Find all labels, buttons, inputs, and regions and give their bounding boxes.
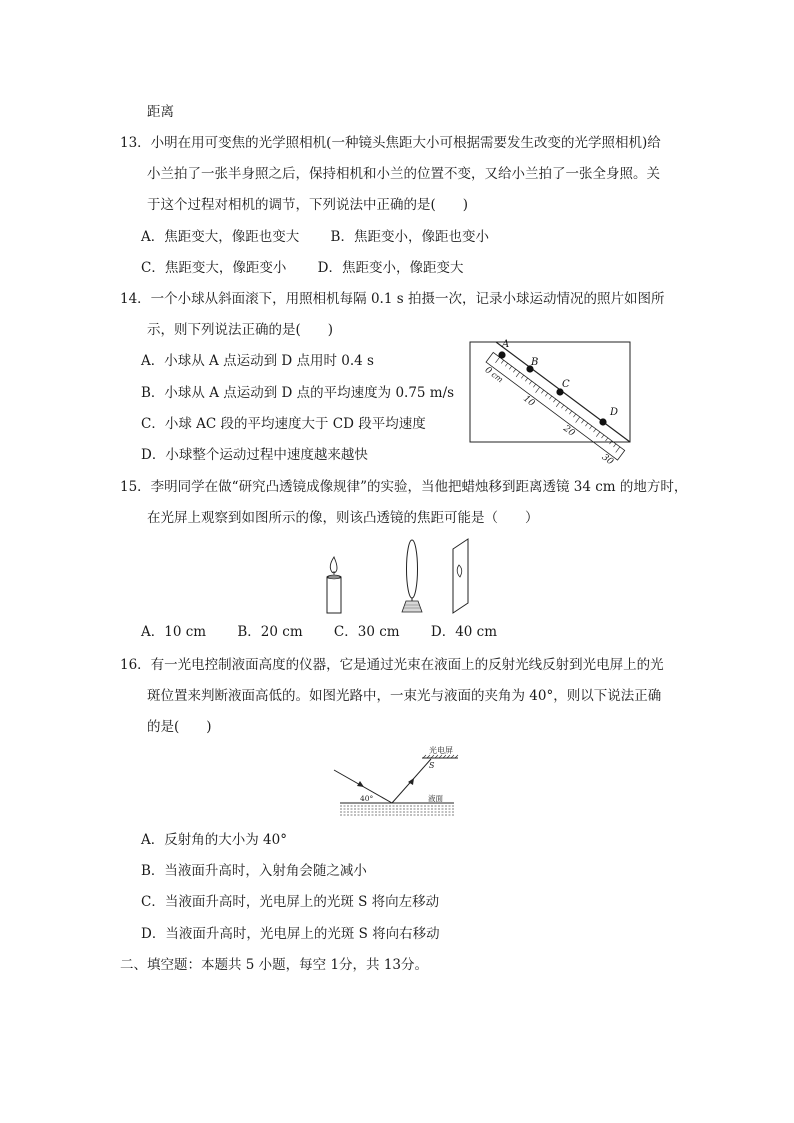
- ball-b-label: B: [531, 357, 539, 368]
- q13-line-2: 小兰拍了一张半身照之后，保持相机和小兰的位置不变，又给小兰拍了一张全身照。关: [147, 166, 660, 182]
- q14-option-c: C．小球 AC 段的平均速度大于 CD 段平均速度: [141, 416, 426, 432]
- screen-label: 光电屏: [429, 746, 453, 755]
- liquid-dashes: [340, 806, 454, 815]
- ruler-label-20: 20: [561, 423, 577, 439]
- q14-line-2: 示，则下列说法正确的是( ): [147, 322, 334, 338]
- reflection-figure: [334, 742, 464, 822]
- liquid-label: 液面: [428, 794, 443, 803]
- lens-figure: [318, 537, 478, 617]
- q13-line-1: 13．小明在用可变焦的光学照相机(一种镜头焦距大小可根据需要发生改变的光学照相机)给: [120, 135, 661, 151]
- ruler-ticks: [495, 357, 619, 452]
- q16-option-a: A．反射角的大小为 40°: [141, 832, 287, 848]
- q16-option-c: C．当液面升高时，光电屏上的光斑 S 将向左移动: [141, 894, 440, 910]
- q15-line-2: 在光屏上观察到如图所示的像，则该凸透镜的焦距可能是（ ）: [147, 510, 539, 526]
- q16-line-1: 16．有一光电控制液面高度的仪器，它是通过光束在液面上的反射光线反射到光电屏上的光: [120, 657, 664, 673]
- light-screen-icon: [453, 539, 468, 613]
- q16-option-d: D．当液面升高时，光电屏上的光斑 S 将向右移动: [141, 926, 440, 942]
- spot-s-label: S: [429, 761, 435, 770]
- section-2-heading: 二、填空题：本题共 5 小题，每空 1分，共 13分。: [120, 957, 429, 973]
- ball-d-label: D: [610, 407, 619, 418]
- ruler-label-30: 30: [599, 452, 615, 468]
- ruler-label-0: 0: [482, 365, 494, 377]
- ball-a-label: A: [502, 339, 510, 350]
- convex-lens-icon: [402, 540, 422, 612]
- candle-icon: [327, 557, 341, 613]
- q13-options-row-1: A．焦距变大，像距也变大 B．焦距变小，像距也变小: [141, 229, 489, 245]
- ball-d: [599, 418, 606, 425]
- carry-over-text: 距离: [147, 104, 174, 120]
- ruler-label-cm: cm: [489, 370, 505, 385]
- q16-line-2: 斑位置来判断液面高低的。如图光路中，一束光与液面的夹角为 40°，则以下说法正确: [147, 688, 662, 704]
- q14-option-b: B．小球从 A 点运动到 D 点的平均速度为 0.75 m/s: [141, 385, 455, 401]
- angle-label: 40°: [360, 794, 374, 803]
- figure-frame: [470, 342, 630, 442]
- q15-options-row: A．10 cm B．20 cm C．30 cm D．40 cm: [141, 624, 498, 640]
- q14-option-d: D．小球整个运动过程中速度越来越快: [141, 447, 368, 463]
- ball-a: [498, 351, 505, 358]
- q14-option-a: A．小球从 A 点运动到 D 点用时 0.4 s: [141, 353, 374, 369]
- incline-figure: [468, 338, 636, 468]
- q16-option-b: B．当液面升高时，入射角会随之减小: [141, 863, 367, 879]
- ball-c-label: C: [562, 379, 570, 390]
- q14-line-1: 14．一个小球从斜面滚下，用照相机每隔 0.1 s 拍摄一次，记录小球运动情况的照片如图所: [120, 291, 665, 307]
- q16-line-3: 的是( ): [147, 719, 212, 735]
- ruler-label-10: 10: [521, 393, 537, 409]
- ruler: [479, 352, 624, 468]
- q13-line-3: 于这个过程对相机的调节，下列说法中正确的是( ): [147, 197, 469, 213]
- q13-options-row-2: C．焦距变大，像距变小 D．焦距变小，像距变大: [141, 260, 464, 276]
- q15-line-1: 15．李明同学在做“研究凸透镜成像规律”的实验，当他把蜡烛移到距离透镜 34 cm 的地方时，: [120, 479, 688, 495]
